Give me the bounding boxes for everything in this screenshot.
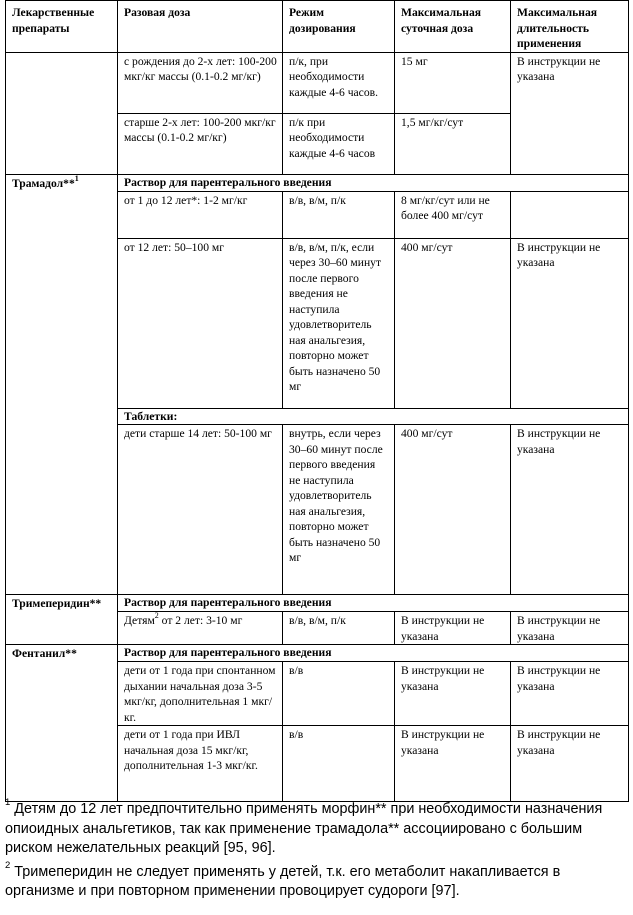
drug-name-fentanyl: Фентанил**	[6, 645, 118, 662]
regimen-cell: внутрь, если через 30–60 минут после первого введения не наступила удовлетворитель ная анальгезия, повторно может быть назначено 50 мг	[283, 425, 395, 595]
table-row	[6, 425, 629, 595]
table-row	[6, 612, 629, 645]
max-daily-cell: 8 мг/кг/сут или не более 400 мг/сут	[395, 191, 511, 238]
footnote-marker: 1	[5, 797, 11, 809]
section-label: Раствор для парентерального введения	[118, 595, 629, 612]
drug-cell-spacer	[6, 238, 118, 408]
footnote-text: Детям до 12 лет предпочтительно применять морфин** при необходимости назначения опиоидных анальгетиков, так как применение трамадола** ассоциировано с большим риском нежелательных реакций [95, 96].	[5, 801, 603, 856]
dose-cell: старше 2-х лет: 100-200 мкг/кг массы (0.1-0.2 мг/кг)	[118, 113, 283, 174]
max-daily-cell: 400 мг/сут	[395, 425, 511, 595]
regimen-cell: в/в	[283, 726, 395, 802]
max-daily-cell: 15 мг	[395, 52, 511, 113]
header-max-duration: Максимальная длительность применения	[511, 1, 629, 53]
regimen-cell: п/к при необходимости каждые 4-6 часов	[283, 113, 395, 174]
drug-cell-spacer	[6, 191, 118, 238]
max-duration-cell: В инструкции не указана	[511, 662, 629, 726]
footnote-marker: 2	[5, 859, 11, 871]
header-max-daily: Максимальная суточная доза	[395, 1, 511, 53]
header-single-dose: Разовая доза	[118, 1, 283, 53]
regimen-cell: п/к, при необходимости каждые 4-6 часов.	[283, 52, 395, 113]
section-row	[6, 174, 629, 191]
max-duration-cell: В инструкции не указана	[511, 425, 629, 595]
regimen-cell: в/в, в/м, п/к, если через 30–60 минут после первого введения не наступила удовлетворитель ная анальгезия, повторно может быть назначено 50 мг	[283, 238, 395, 408]
section-label: Раствор для парентерального введения	[118, 174, 629, 191]
footnote-1	[5, 797, 627, 859]
max-daily-cell: 1,5 мг/кг/сут	[395, 113, 511, 174]
section-label: Раствор для парентерального введения	[118, 645, 629, 662]
drug-cell-spacer	[6, 612, 118, 645]
drug-cell-spacer	[6, 662, 118, 726]
dose-cell: дети старше 14 лет: 50-100 мг	[118, 425, 283, 595]
table-header-row	[6, 1, 629, 53]
dosage-table	[5, 0, 629, 802]
max-duration-cell: В инструкции не указана	[511, 238, 629, 408]
max-daily-cell: В инструкции не указана	[395, 612, 511, 645]
drug-cell-spacer	[6, 408, 118, 425]
regimen-cell: в/в, в/м, п/к	[283, 612, 395, 645]
regimen-cell: в/в, в/м, п/к	[283, 191, 395, 238]
max-duration-cell: В инструкции не указана	[511, 52, 629, 174]
table-row	[6, 52, 629, 113]
max-duration-cell: В инструкции не указана	[511, 726, 629, 802]
header-regimen: Режим дозирования	[283, 1, 395, 53]
header-drugs: Лекарственные препараты	[6, 1, 118, 53]
footnote-text: Тримеперидин не следует применять у детей, т.к. его метаболит накапливается в организме и при повторном применении провоцирует судороги [97].	[5, 863, 561, 899]
max-duration-cell	[511, 191, 629, 238]
table-row	[6, 662, 629, 726]
dose-cell: дети от 1 года при ИВЛ начальная доза 15 мкг/кг, дополнительная 1-3 мкг/кг.	[118, 726, 283, 802]
dose-cell: Детям$^2$ от 2 лет: 3-10 мг	[118, 612, 283, 645]
drug-cell-continued	[6, 52, 118, 174]
regimen-cell: в/в	[283, 662, 395, 726]
table-row	[6, 726, 629, 802]
section-row	[6, 645, 629, 662]
max-daily-cell: В инструкции не указана	[395, 662, 511, 726]
dose-cell: от 1 до 12 лет*: 1-2 мг/кг	[118, 191, 283, 238]
max-daily-cell: В инструкции не указана	[395, 726, 511, 802]
table-row	[6, 191, 629, 238]
drug-name-tramadol: Трамадол**$^1$	[6, 174, 118, 191]
drug-cell-spacer	[6, 726, 118, 802]
drug-name-trimeperidine: Тримеперидин**	[6, 595, 118, 612]
table-row	[6, 238, 629, 408]
dose-cell: с рождения до 2-х лет: 100-200 мкг/кг массы (0.1-0.2 мг/кг)	[118, 52, 283, 113]
section-row	[6, 595, 629, 612]
max-duration-cell: В инструкции не указана	[511, 612, 629, 645]
drug-cell-spacer	[6, 425, 118, 595]
max-daily-cell: 400 мг/сут	[395, 238, 511, 408]
footnotes	[5, 797, 627, 906]
footnote-2	[5, 859, 627, 902]
dose-cell: от 12 лет: 50–100 мг	[118, 238, 283, 408]
section-label: Таблетки:	[118, 408, 629, 425]
section-row	[6, 408, 629, 425]
dose-cell: дети от 1 года при спонтанном дыхании начальная доза 3-5 мкг/кг, дополнительная 1 мкг/кг.	[118, 662, 283, 726]
